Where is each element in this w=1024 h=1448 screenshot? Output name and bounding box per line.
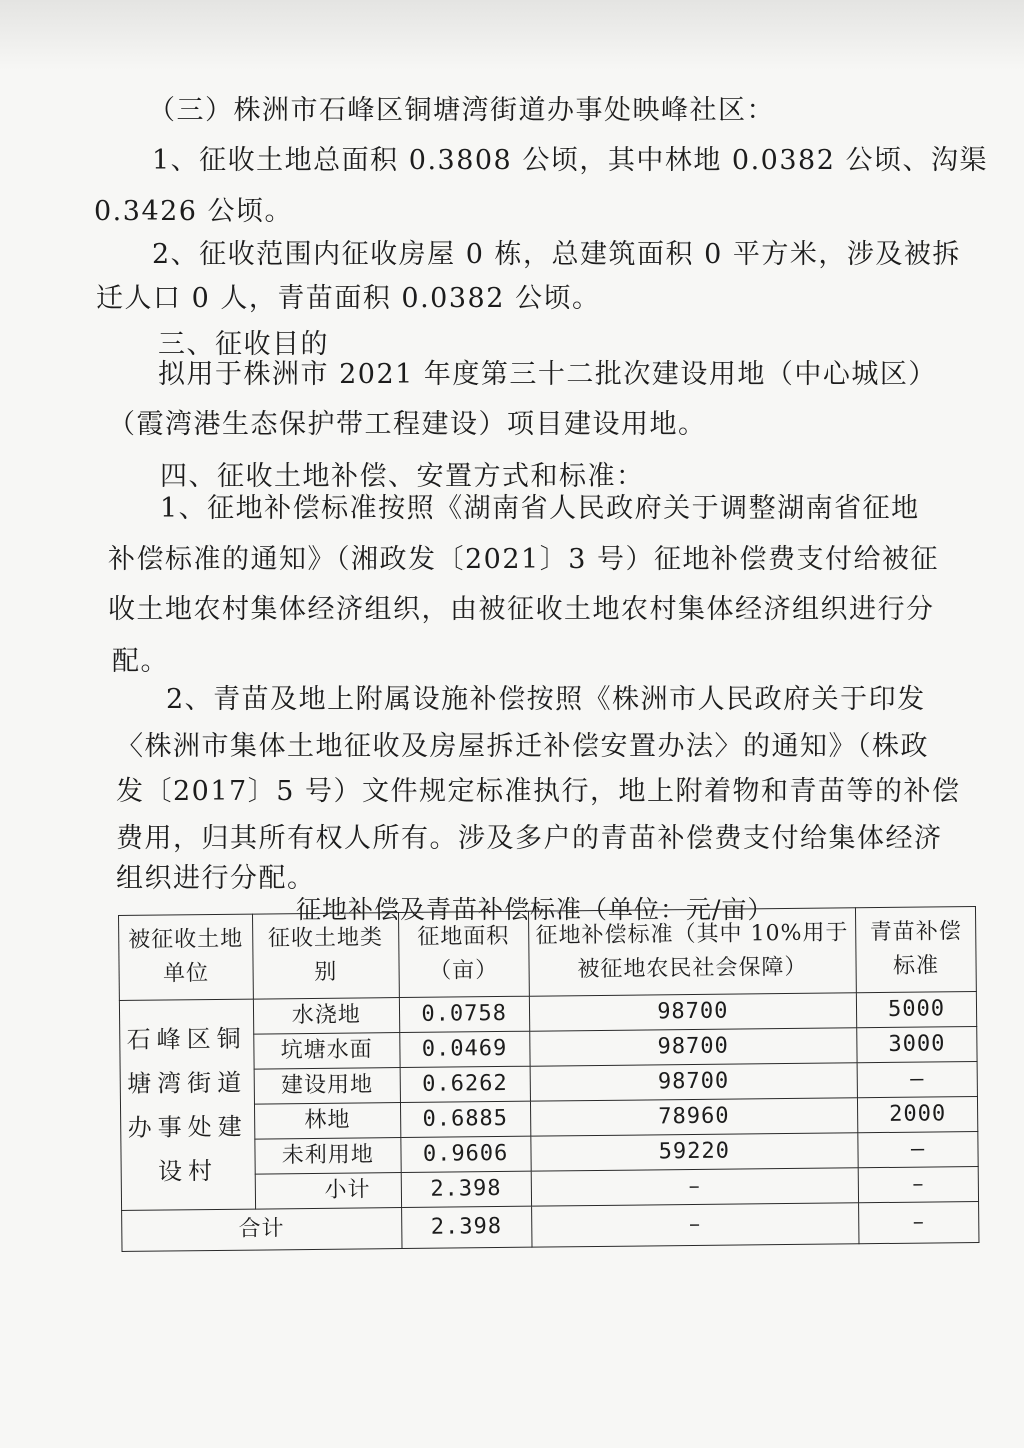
type-cell: 建设用地 [254, 1068, 400, 1105]
paragraph-line: 2、青苗及地上附属设施补偿按照《株洲市人民政府关于印发 [166, 684, 926, 715]
area-cell: 0.6262 [400, 1066, 530, 1102]
header-unit: 被征收土地单位 [119, 914, 254, 1000]
subtotal-area: 2.398 [401, 1171, 531, 1207]
table-header-row [119, 907, 977, 1001]
subtotal-standard: – [531, 1168, 859, 1206]
total-standard: – [531, 1203, 859, 1247]
type-cell: 坑塘水面 [254, 1033, 400, 1070]
header-crop: 青苗补偿标准 [856, 907, 977, 993]
total-row [122, 1202, 979, 1252]
paragraph-line: （霞湾港生态保护带工程建设）项目建设用地。 [108, 409, 707, 440]
area-cell: 0.6885 [400, 1101, 530, 1137]
paragraph-line: 发〔2017〕5 号）文件规定标准执行，地上附着物和青苗等的补偿 [116, 776, 961, 807]
header-type: 征收土地类别 [252, 913, 399, 1000]
paragraph-line: 组织进行分配。 [116, 863, 316, 894]
area-cell: 0.0469 [399, 1031, 529, 1067]
total-area: 2.398 [401, 1206, 531, 1248]
type-cell: 林地 [254, 1103, 400, 1140]
header-standard: 征地补偿标准（其中 10%用于被征地农民社会保障） [528, 908, 856, 996]
paragraph-line: 1、征收土地总面积 0.3808 公顷，其中林地 0.0382 公顷、沟渠 [152, 145, 988, 176]
crop-cell: – [857, 1062, 977, 1098]
total-crop: – [859, 1202, 979, 1244]
area-cell: 0.9606 [400, 1136, 530, 1172]
area-cell: 0.0758 [399, 996, 529, 1032]
crop-cell: – [858, 1132, 978, 1168]
table-caption: 征地补偿及青苗补偿标准（单位：元/亩） [296, 895, 774, 924]
standard-cell: 98700 [529, 993, 857, 1031]
paragraph-line: 补偿标准的通知》（湘政发〔2021〕3 号）征地补偿费支付给被征 [108, 544, 939, 575]
paragraph-line: 收土地农村集体经济组织，由被征收土地农村集体经济组织进行分 [108, 594, 935, 625]
standard-cell: 78960 [530, 1098, 858, 1136]
paragraph-line: 0.3426 公顷。 [94, 196, 294, 227]
paragraph-line: 拟用于株洲市 2021 年度第三十二批次建设用地（中心城区） [158, 359, 937, 390]
paragraph-line: 〈株洲市集体土地征收及房屋拆迁补偿安置办法〉的通知》（株政 [116, 731, 929, 762]
crop-cell: 5000 [856, 992, 976, 1028]
paragraph-line: 1、征地补偿标准按照《湖南省人民政府关于调整湖南省征地 [160, 493, 920, 524]
section-heading-3: （三）株洲市石峰区铜塘湾街道办事处映峰社区： [148, 95, 775, 126]
standard-cell: 59220 [530, 1133, 858, 1171]
type-cell: 未利用地 [255, 1138, 401, 1175]
standard-cell: 98700 [529, 1028, 857, 1066]
total-label: 合计 [122, 1208, 402, 1252]
crop-cell: 2000 [858, 1097, 978, 1133]
section-heading: 三、征收目的 [158, 329, 329, 360]
paragraph-line: 配。 [112, 646, 169, 677]
type-cell: 水浇地 [253, 998, 399, 1035]
paragraph-line: 迁人口 0 人，青苗面积 0.0382 公顷。 [96, 283, 601, 314]
unit-name-cell: 石峰区铜塘湾街道办事处建设村 [119, 999, 255, 1210]
header-area: 征地面积（亩） [398, 911, 529, 997]
subtotal-crop: – [858, 1167, 978, 1203]
compensation-table [118, 906, 979, 1252]
section-heading: 四、征收土地补偿、安置方式和标准： [160, 461, 645, 492]
subtotal-label: 小计 [255, 1173, 401, 1210]
paragraph-line: 2、征收范围内征收房屋 0 栋，总建筑面积 0 平方米，涉及被拆 [152, 239, 961, 270]
paragraph-line: 费用，归其所有权人所有。涉及多户的青苗补偿费支付给集体经济 [116, 823, 943, 854]
standard-cell: 98700 [530, 1063, 858, 1101]
crop-cell: 3000 [857, 1027, 977, 1063]
